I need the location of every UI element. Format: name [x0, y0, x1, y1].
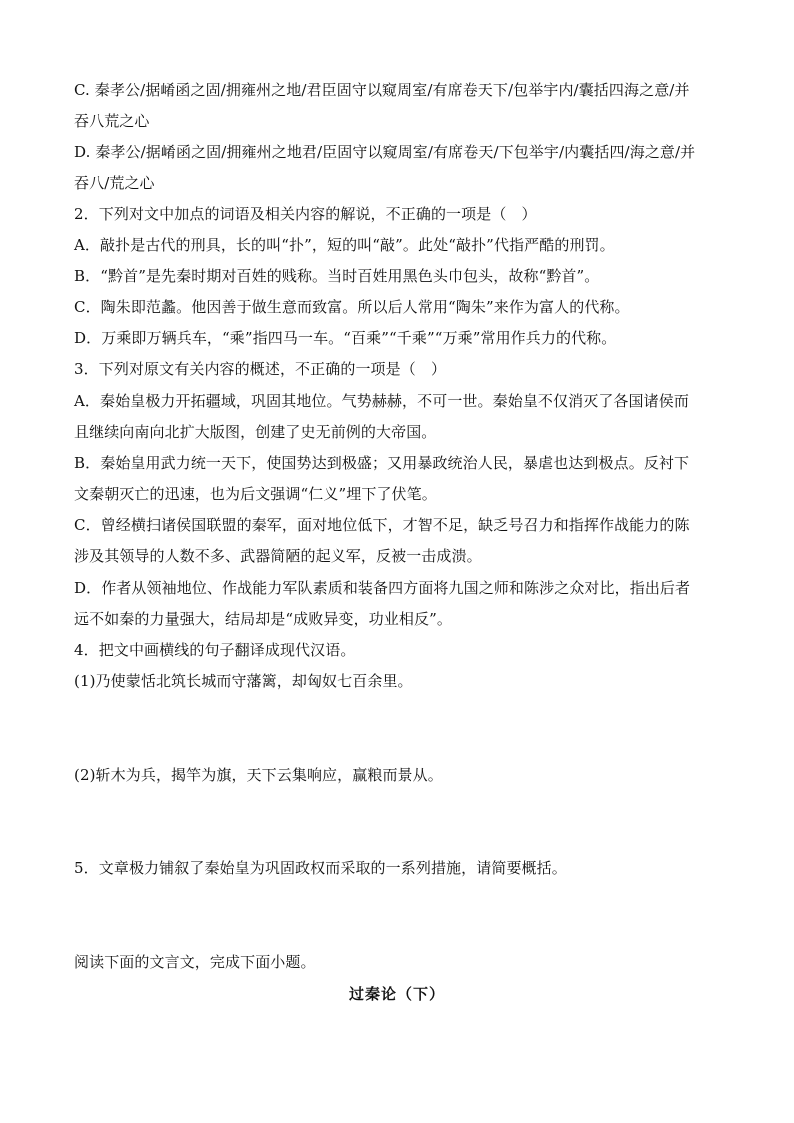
reading-instruction: 阅读下面的文言文，完成下面小题。 — [74, 953, 316, 971]
q2-option-a: A．敲扑是古代的刑具，长的叫“扑”，短的叫“敲”。此处“敲扑”代指严酷的刑罚。 — [74, 236, 615, 254]
option-d-line-1: D. 秦孝公/据崤函之固/拥雍州之地君/臣固守以窥周室/有席卷天/下包举宇/内囊括四/海之意/并 — [74, 143, 696, 161]
option-c-line-2: 吞八荒之心 — [74, 112, 150, 130]
q3-option-a-line-1: A．秦始皇极力开拓疆域，巩固其地位。气势赫赫，不可一世。秦始皇不仅消灭了各国诸侯而 — [74, 392, 689, 410]
question-2: 2．下列对文中加点的词语及相关内容的解说，不正确的一项是（ ） — [74, 205, 537, 223]
q3-option-d-line-1: D．作者从领袖地位、作战能力军队素质和装备四方面将九国之师和陈涉之众对比，指出后者 — [74, 579, 691, 597]
question-5: 5．文章极力铺叙了秦始皇为巩固政权而采取的一系列措施，请简要概括。 — [74, 859, 567, 877]
q2-option-c: C．陶朱即范蠡。他因善于做生意而致富。所以后人常用“陶朱”来作为富人的代称。 — [74, 298, 630, 316]
q3-option-a-line-2: 且继续向南向北扩大版图，创建了史无前例的大帝国。 — [74, 423, 437, 441]
question-3: 3．下列对原文有关内容的概述，不正确的一项是（ ） — [74, 360, 447, 378]
q4-sentence-1: (1)乃使蒙恬北筑长城而守藩篱，却匈奴七百余里。 — [74, 672, 413, 690]
q2-option-d: D．万乘即万辆兵车，“乘”指四马一车。“百乘”“千乘”“万乘”常用作兵力的代称。 — [74, 329, 617, 347]
q3-option-c-line-2: 涉及其领导的人数不多、武器简陋的起义军，反被一击成溃。 — [74, 547, 482, 565]
q3-option-c-line-1: C．曾经横扫诸侯国联盟的秦军，面对地位低下，才智不足，缺乏号召力和指挥作战能力的陈 — [74, 516, 690, 534]
q2-option-b: B．“黔首”是先秦时期对百姓的贱称。当时百姓用黑色头巾包头，故称“黔首”。 — [74, 267, 600, 285]
question-4: 4．把文中画横线的句子翻译成现代汉语。 — [74, 641, 356, 659]
q3-option-b-line-1: B．秦始皇用武力统一天下，使国势达到极盛；又用暴政统治人民，暴虐也达到极点。反衬下 — [74, 454, 690, 472]
option-c-line-1: C. 秦孝公/据崤函之固/拥雍州之地/君臣固守以窥周室/有席卷天下/包举宇内/囊括四海之意/并 — [74, 81, 690, 99]
option-d-line-2: 吞八/荒之心 — [74, 174, 155, 192]
q3-option-b-line-2: 文秦朝灭亡的迅速，也为后文强调“仁义”埋下了伏笔。 — [74, 485, 437, 503]
passage-title: 过秦论（下） — [348, 985, 445, 1003]
q4-sentence-2: (2)斩木为兵，揭竿为旗，天下云集响应，赢粮而景从。 — [74, 766, 443, 784]
q3-option-d-line-2: 远不如秦的力量强大，结局却是“成败异变，功业相反”。 — [74, 610, 452, 628]
